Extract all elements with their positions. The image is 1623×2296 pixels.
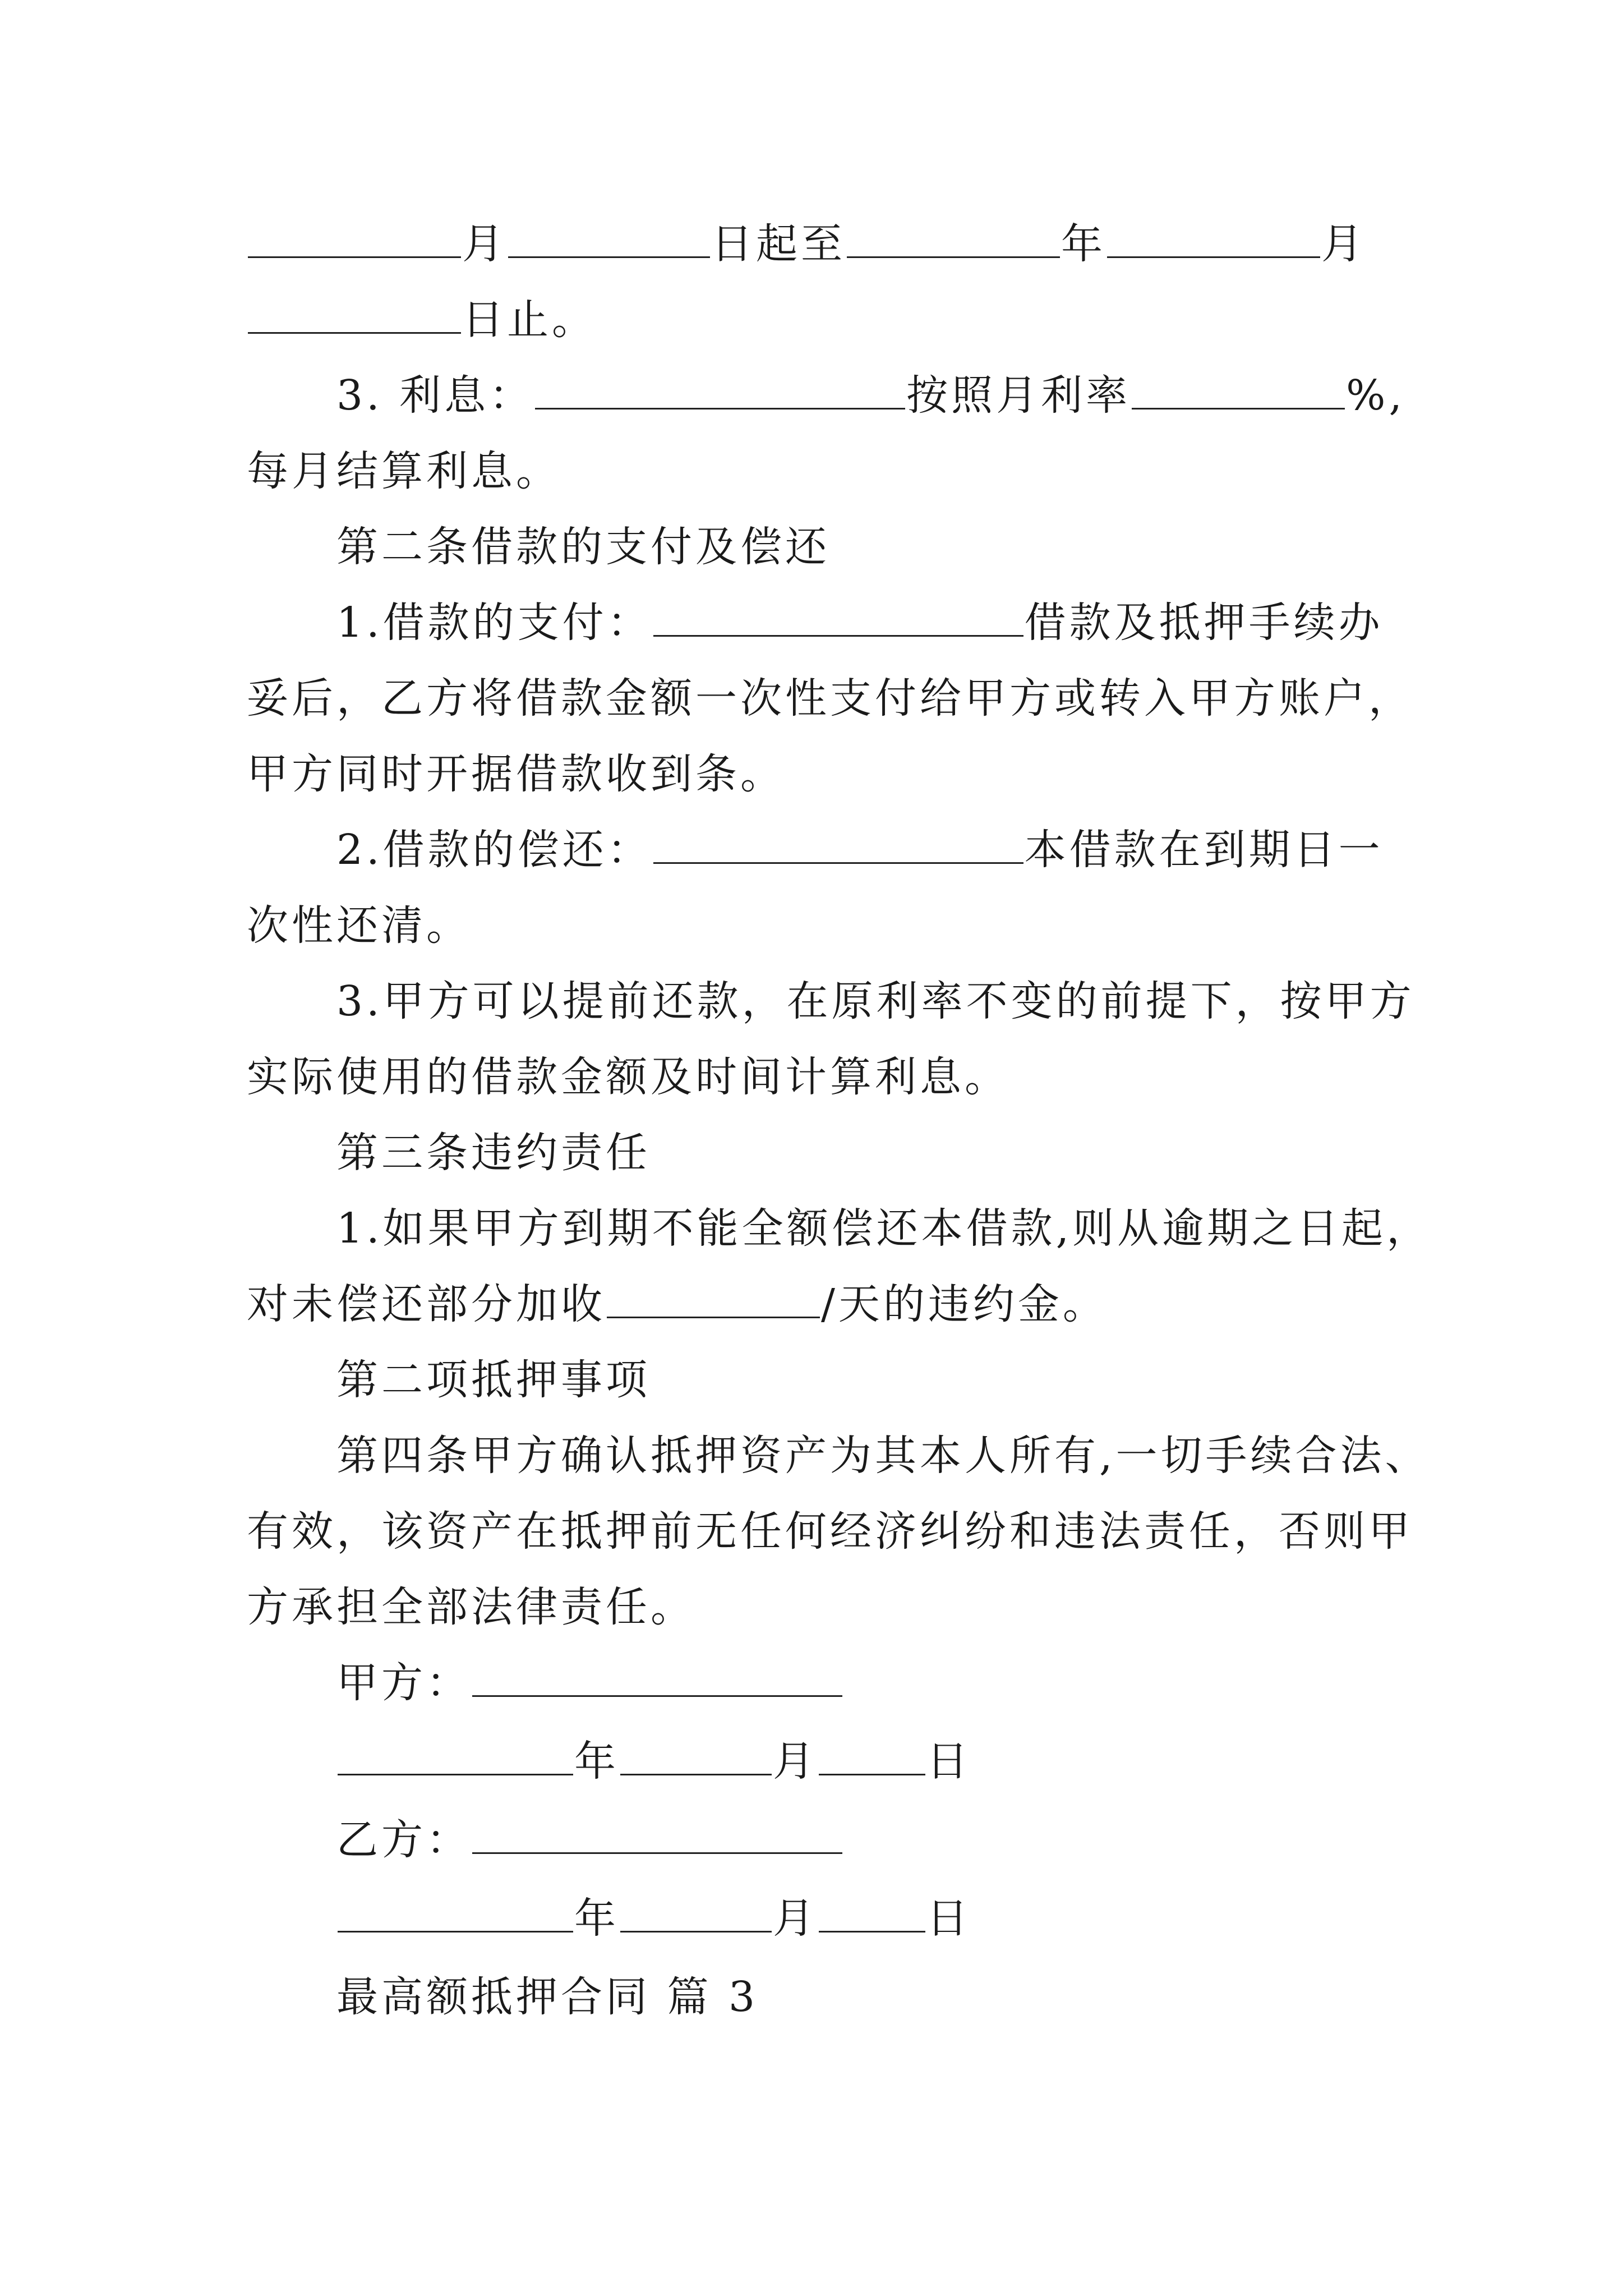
text-segment: 每月结算利息。 bbox=[247, 447, 561, 495]
text-segment: 3. 利息： bbox=[336, 371, 534, 420]
text-segment: 月 bbox=[1321, 220, 1366, 268]
text-line bbox=[336, 1198, 1431, 1259]
text-segment: 第三条违约责任 bbox=[336, 1129, 651, 1177]
fill-blank bbox=[338, 1732, 573, 1775]
text-line bbox=[247, 213, 1366, 275]
fill-blank bbox=[653, 593, 1023, 637]
fill-blank bbox=[819, 1889, 925, 1932]
text-segment: 日止。 bbox=[462, 296, 597, 344]
text-segment: 甲方同时开据借款收到条。 bbox=[247, 750, 785, 798]
section-heading bbox=[336, 1349, 651, 1411]
text-segment: 月 bbox=[462, 220, 507, 268]
fill-blank bbox=[607, 1275, 820, 1318]
text-segment: 有效，该资产在抵押前无任何经济纠纷和违法责任，否则甲 bbox=[247, 1507, 1413, 1556]
fill-blank bbox=[620, 1889, 772, 1932]
text-segment: 日起至 bbox=[711, 220, 846, 268]
text-segment: 月 bbox=[773, 1737, 818, 1786]
text-line bbox=[247, 895, 471, 956]
fill-blank bbox=[535, 366, 905, 409]
fill-blank bbox=[819, 1732, 925, 1775]
party-b-signature-line bbox=[336, 1809, 843, 1871]
text-segment: 年 bbox=[574, 1894, 619, 1943]
fill-blank bbox=[338, 1889, 573, 1932]
fill-blank bbox=[248, 215, 461, 258]
text-segment: 1.如果甲方到期不能全额偿还本借款,则从逾期之日起， bbox=[336, 1204, 1432, 1253]
text-segment: 第四条甲方确认抵押资产为其本人所有,一切手续合法、 bbox=[336, 1432, 1430, 1480]
text-segment: 年 bbox=[1061, 220, 1106, 268]
fill-blank bbox=[508, 215, 710, 258]
text-line bbox=[247, 289, 597, 351]
fill-blank bbox=[472, 1811, 842, 1854]
text-segment: 实际使用的借款金额及时间计算利息。 bbox=[247, 1053, 1009, 1101]
fill-blank bbox=[653, 821, 1023, 864]
text-segment: 本借款在到期日一 bbox=[1024, 826, 1384, 874]
text-segment: 乙方： bbox=[336, 1816, 471, 1864]
text-segment: 最高额抵押合同 篇 3 bbox=[336, 1973, 759, 2021]
party-a-signature-line bbox=[336, 1652, 843, 1714]
text-segment: 妥后，乙方将借款金额一次性支付给甲方或转入甲方账户， bbox=[247, 674, 1413, 723]
fill-blank bbox=[1107, 215, 1320, 258]
text-segment: 1.借款的支付： bbox=[336, 599, 652, 647]
text-segment: 日 bbox=[926, 1737, 971, 1786]
text-line bbox=[247, 1576, 695, 1638]
text-segment: 第二条借款的支付及偿还 bbox=[336, 523, 830, 571]
text-segment: /天的违约金。 bbox=[821, 1280, 1108, 1328]
text-line bbox=[247, 1501, 1413, 1562]
text-line bbox=[336, 970, 1415, 1032]
text-line bbox=[247, 743, 785, 805]
fill-blank bbox=[847, 215, 1060, 258]
text-segment: 甲方： bbox=[336, 1659, 471, 1707]
text-line bbox=[336, 592, 1384, 654]
text-line bbox=[247, 1046, 1009, 1108]
party-b-date-line bbox=[336, 1888, 971, 1949]
fill-blank bbox=[1132, 366, 1345, 409]
text-segment: 日 bbox=[926, 1894, 971, 1943]
fill-blank bbox=[472, 1654, 842, 1697]
text-segment: 对未偿还部分加收 bbox=[247, 1280, 606, 1328]
text-segment: 方承担全部法律责任。 bbox=[247, 1583, 695, 1631]
text-line bbox=[247, 440, 561, 502]
text-line bbox=[336, 819, 1384, 881]
section-heading bbox=[336, 516, 830, 578]
fill-blank bbox=[620, 1732, 772, 1775]
text-segment: 年 bbox=[574, 1737, 619, 1786]
text-line bbox=[247, 1273, 1108, 1335]
text-segment: 2.借款的偿还： bbox=[336, 826, 652, 874]
next-section-title bbox=[336, 1966, 758, 2028]
text-segment: 3.甲方可以提前还款，在原利率不变的前提下，按甲方 bbox=[336, 977, 1415, 1025]
text-line bbox=[336, 1425, 1430, 1487]
text-segment: 按照月利率 bbox=[906, 371, 1131, 420]
text-segment: 月 bbox=[773, 1894, 818, 1943]
text-segment: 借款及抵押手续办 bbox=[1024, 599, 1384, 647]
text-segment: 第二项抵押事项 bbox=[336, 1356, 651, 1404]
text-line bbox=[336, 365, 1405, 426]
party-a-date-line bbox=[336, 1731, 971, 1792]
text-segment: 次性还清。 bbox=[247, 901, 471, 950]
fill-blank bbox=[248, 291, 461, 334]
text-segment: %, bbox=[1346, 371, 1405, 420]
section-heading bbox=[336, 1122, 651, 1184]
text-line bbox=[247, 668, 1413, 729]
